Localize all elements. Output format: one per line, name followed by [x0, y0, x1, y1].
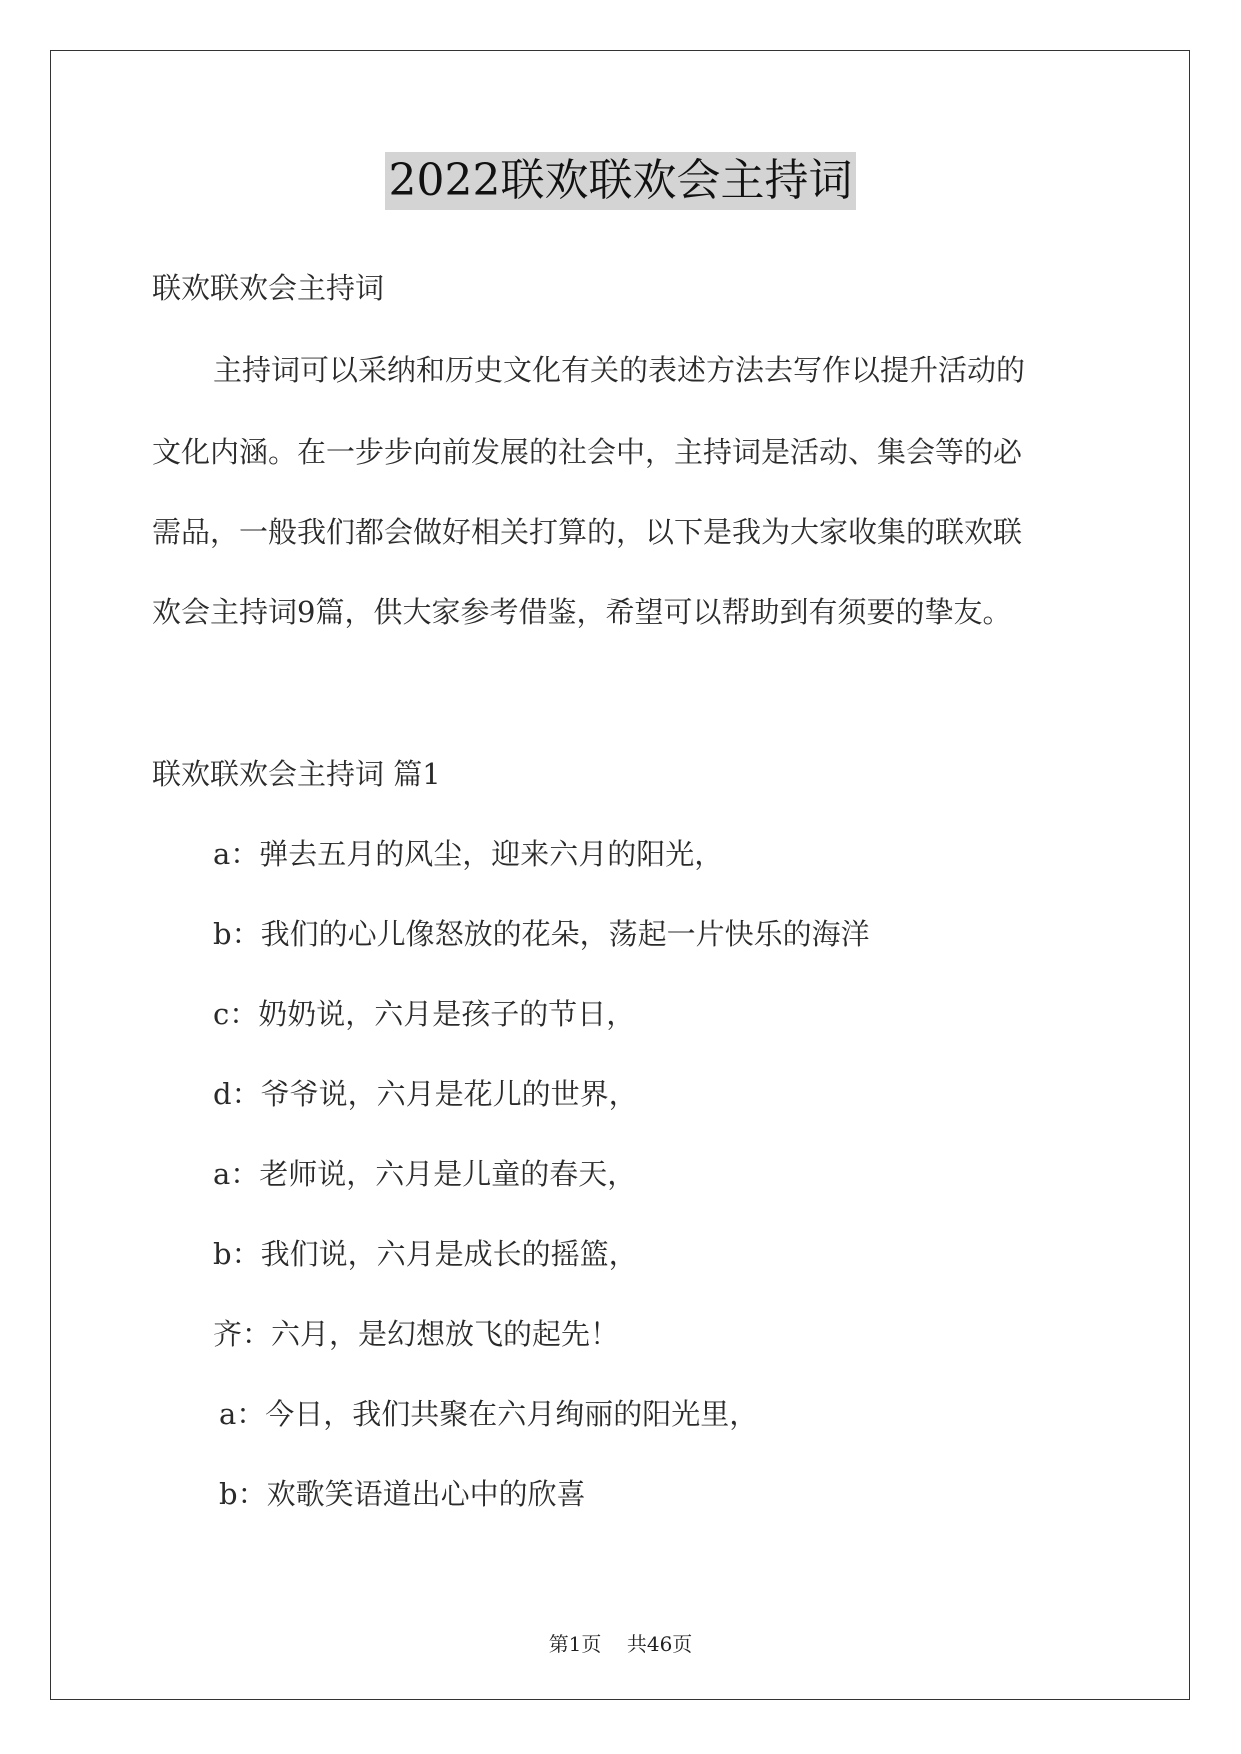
script-line: b：我们的心儿像怒放的花朵，荡起一片快乐的海洋 — [213, 917, 870, 951]
section-heading: 联欢联欢会主持词 篇1 — [152, 757, 441, 791]
script-line: c：奶奶说，六月是孩子的节日， — [213, 997, 636, 1031]
document-subtitle: 联欢联欢会主持词 — [152, 271, 385, 305]
script-line: a：老师说，六月是儿童的春天， — [213, 1157, 637, 1191]
total-pages: 共46页 — [626, 1632, 693, 1656]
intro-paragraph-line: 文化内涵。在一步步向前发展的社会中，主持词是活动、集会等的必 — [152, 435, 1023, 469]
title-container — [0, 152, 1241, 210]
script-line: 齐：六月，是幻想放飞的起先！ — [213, 1317, 620, 1351]
script-line: a：弹去五月的风尘，迎来六月的阳光， — [213, 837, 724, 871]
intro-paragraph-line: 欢会主持词9篇，供大家参考借鉴，希望可以帮助到有须要的挚友。 — [152, 595, 1012, 629]
document-title: 2022联欢联欢会主持词 — [385, 152, 857, 210]
intro-paragraph-line: 需品，一般我们都会做好相关打算的，以下是我为大家收集的联欢联 — [152, 515, 1023, 549]
script-line: b：我们说，六月是成长的摇篮， — [213, 1237, 638, 1271]
script-line: b：欢歌笑语道出心中的欣喜 — [219, 1477, 586, 1511]
page-footer — [0, 1628, 1241, 1657]
page-number: 第1页 — [548, 1632, 602, 1656]
script-line: a：今日，我们共聚在六月绚丽的阳光里， — [219, 1397, 759, 1431]
intro-paragraph-line: 主持词可以采纳和历史文化有关的表述方法去写作以提升活动的 — [213, 353, 1026, 387]
script-line: d：爷爷说，六月是花儿的世界， — [213, 1077, 638, 1111]
